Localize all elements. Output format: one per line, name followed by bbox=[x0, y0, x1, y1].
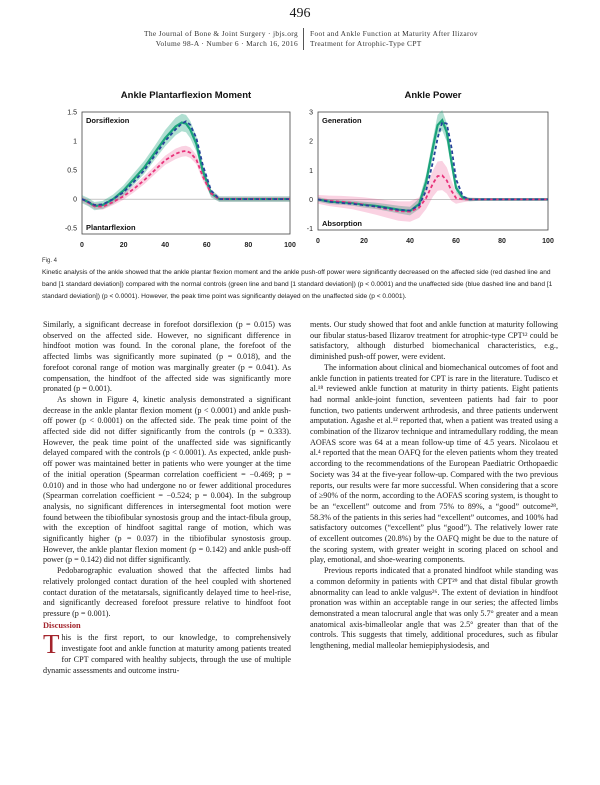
body-paragraph: ments. Our study showed that foot and ankle function at maturity following our fibular status-based Ilizarov treatment for atrophic-type CPT¹² could be satisfactory, although disturbed biomechanical characteristics, e.g., diminished push-off power, were evident. bbox=[310, 320, 558, 362]
x-tick-label: 100 bbox=[284, 242, 296, 249]
x-tick-label: 20 bbox=[119, 242, 128, 249]
header-divider bbox=[303, 28, 304, 50]
x-tick-label: 80 bbox=[244, 242, 253, 249]
body-paragraph: The information about clinical and biomechanical outcomes of foot and ankle function in patients treated for CPT is rare in the literature. Tudisco et al.¹⁸ reviewed ankle function at maturity in thirty patients. Eight patients had normal ankle-joint function, seventeen patients had fair to poor function, two patients underwent arthrodesis, and three patients underwent amputation. Agashe et al.¹² reported that, when a patient was treated using a combination of the Ilizarov technique and intramedullary rodding, the mean AOFAS score was 64 at a mean follow-up time of 4.5 years. Nicolaou et al.⁴ reported that the mean OAFQ for the eleven patients whom they treated according to the recommendations of the European Paediatric Orthopaedic Society was 34 at the five-year follow-up. Compared with the two previous reports, our results were far more successful. When considering that a score of ≥90% of the norm, according to the AOFAS scoring system, is thought to be an “excellent” outcome and from 75% to 89%, a “good” outcome²⁸, 58.3% of the patients in this series had “excellent” outcomes, and 100% had satisfactory outcomes (“excellent” plus “good”). The relatively lower rate of excellent outcomes (20.8%) by the OAFQ might be due to the nature of the scoring system, with greater weight in scoring placed on school and play, emotional, and shoe-wearing components. bbox=[310, 362, 558, 565]
x-tick-label: 20 bbox=[360, 238, 368, 245]
header-article-title-line2: Treatment for Atrophic-Type CPT bbox=[310, 39, 422, 48]
body-column-left bbox=[43, 320, 291, 676]
sd-band-normal bbox=[82, 114, 290, 211]
x-tick-label: 80 bbox=[498, 238, 506, 245]
x-tick-label: 0 bbox=[316, 238, 320, 245]
y-tick-label: 2 bbox=[309, 138, 313, 146]
body-paragraph: Pedobarographic evaluation showed that the affected limbs had relatively prolonged contact duration of the heel coupled with shortened contact duration of the metatarsals, significantly delayed time to heel-rise, and significantly decreased forefoot pressure relative to hindfoot foot pressure (p = 0.001). bbox=[43, 566, 291, 618]
figure-caption: Kinetic analysis of the ankle showed that the ankle plantar flexion moment and the ankle push-off power were significantly decreased on the affected side (red dashed line and band [1 standard deviation]) compared with the normal controls (green line and band [1 standard deviation]) (p < 0.0001) and the unaffected side (blue dashed line and band [1 standard deviation]) (p < 0.0001). However, the peak time point was significantly delayed on the unaffected side (p < 0.0001). bbox=[42, 269, 553, 300]
y-tick-label: 1.5 bbox=[67, 109, 77, 117]
discussion-paragraph bbox=[43, 629, 291, 676]
y-tick-label: 0 bbox=[73, 196, 77, 204]
x-tick-label: 60 bbox=[202, 242, 211, 249]
y-tick-label: 3 bbox=[309, 109, 313, 117]
body-paragraph: Similarly, a significant decrease in forefoot dorsiflexion (p = 0.015) was observed on the affected side. However, no significant difference in hindfoot motion was found. In the coronal plane, the forefoot of the affected limbs was significantly more supinated (p = 0.018), and the forefoot coronal range of motion was marginally greater (p = 0.041). As compensation, the hindfoot of the affected side was significantly more pronated (p = 0.001). bbox=[43, 320, 291, 394]
page-number: 496 bbox=[289, 6, 311, 21]
y-tick-label: -1 bbox=[306, 226, 313, 234]
series-line-normal bbox=[82, 123, 290, 207]
figure-label: Fig. 4 bbox=[42, 258, 58, 264]
chart-panel-2 bbox=[307, 90, 554, 245]
figure-4-charts bbox=[40, 82, 560, 257]
y-tick-label: 1 bbox=[73, 138, 77, 146]
annotation-label: Plantarflexion bbox=[86, 223, 136, 232]
running-header-article bbox=[310, 29, 550, 49]
series-line-unaffected bbox=[82, 121, 290, 205]
discussion-text: his is the first report, to our knowledge, to comprehensively investigate foot and ankle function at maturity among patients treated for CPT compared with healthy subjects, through the use of multiple dynamic assessments and outcome instru- bbox=[43, 633, 291, 675]
header-article-title-line1: Foot and Ankle Function at Maturity After Ilizarov bbox=[310, 29, 478, 38]
chart-title: Ankle Power bbox=[404, 90, 462, 101]
sd-band-affected bbox=[318, 161, 548, 222]
discussion-heading: Discussion bbox=[43, 620, 81, 630]
drop-cap: T bbox=[43, 629, 60, 660]
body-paragraph: Previous reports indicated that a pronated hindfoot while standing was a common deformity in patients with CPT²⁹ and that distal fibular growth abnormality can lead to ankle valgus²⁶. The extent of deviation in hindfoot pronation was within an acceptable range in our series; the affected limbs demonstrated a mean talocrural angle that was only 5.7° greater and a mean anatomical axis-bimalleolar angle that was 2.5° greater than that of the controls. This suggests that timely, additional procedures, such as fibular lengthening, medial malleolar hemiepiphysiodesis, and bbox=[310, 566, 558, 651]
running-header-journal bbox=[84, 29, 298, 49]
header-journal-line: The Journal of Bone & Joint Surgery · jbjs.org bbox=[144, 29, 298, 38]
chart-title: Ankle Plantarflexion Moment bbox=[120, 90, 252, 101]
x-tick-label: 40 bbox=[406, 238, 414, 245]
header-volume-line: Volume 98-A · Number 6 · March 16, 2016 bbox=[155, 39, 298, 48]
y-tick-label: 1 bbox=[309, 167, 313, 175]
body-column-right bbox=[310, 320, 558, 652]
x-tick-label: 60 bbox=[452, 238, 460, 245]
chart-panel-1 bbox=[65, 90, 296, 249]
y-tick-label: 0.5 bbox=[67, 167, 77, 175]
annotation-label: Generation bbox=[322, 116, 362, 125]
y-tick-label: 0 bbox=[309, 196, 313, 204]
annotation-label: Absorption bbox=[322, 219, 362, 228]
body-paragraph: As shown in Figure 4, kinetic analysis demonstrated a significant decrease in the ankle plantar flexion moment (p < 0.0001) and ankle push-off power (p < 0.0001) on the affected side. The peak time point of the affected side did not differ significantly from the controls (p = 0.333). However, the peak time point of the unaffected side was significantly delayed compared with the controls (p < 0.0001). As expected, ankle push-off power was maintained better in patients who were younger at the time of the initial operation (Spearman correlation coefficient = −0.469; p = 0.010) and in those who had undergone no or fewer additional procedures (Spearman correlation coefficient = −0.524; p = 0.004). In the subgroup analysis, no significant differences in intersegmental foot motion were found between the tibiofibular synostosis group and the intact-fibula group, with the exception of hindfoot sagittal range of motion, which was significantly higher (p = 0.037) in the tibiofibular synostosis group. However, the ankle plantar flexion moment (p = 0.142) and ankle push-off power (p = 0.142) did not differ significantly. bbox=[43, 394, 291, 565]
annotation-label: Dorsiflexion bbox=[86, 116, 130, 125]
x-tick-label: 40 bbox=[161, 242, 170, 249]
x-tick-label: 0 bbox=[80, 242, 84, 249]
x-tick-label: 100 bbox=[542, 238, 554, 245]
y-tick-label: -0.5 bbox=[64, 225, 77, 233]
